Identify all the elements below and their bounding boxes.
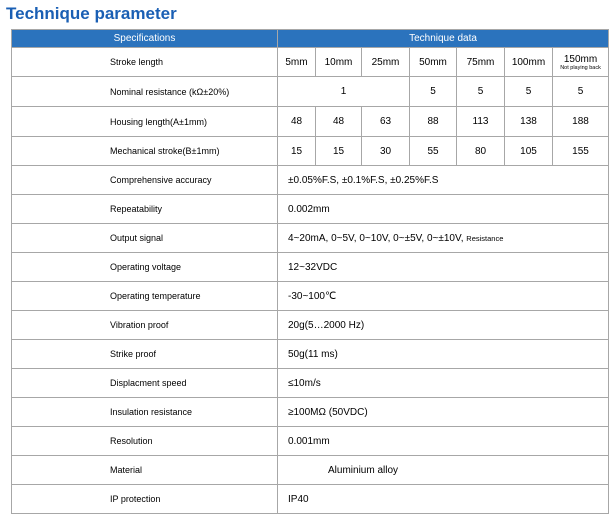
table-row <box>12 369 609 398</box>
row-value: ≤10m/s <box>278 369 609 398</box>
housing-cell: 188 <box>553 107 609 137</box>
stroke-cell: 75mm <box>457 48 505 77</box>
row-label: IP protection <box>12 485 278 514</box>
technique-parameter-table <box>11 29 609 514</box>
row-label: Output signal <box>12 224 278 253</box>
row-label: Displacment speed <box>12 369 278 398</box>
table-row <box>12 485 609 514</box>
header-specifications: Specifications <box>12 30 278 48</box>
row-value: IP40 <box>278 485 609 514</box>
stroke-note: Not playing back <box>560 64 601 71</box>
row-label: Comprehensive accuracy <box>12 166 278 195</box>
row-label: Stroke length <box>12 48 278 77</box>
housing-cell: 48 <box>278 107 316 137</box>
row-label: Repeatability <box>12 195 278 224</box>
housing-cell: 88 <box>410 107 457 137</box>
row-value: 0.001mm <box>278 427 609 456</box>
mech-cell: 30 <box>362 137 410 166</box>
row-value: -30~100℃ <box>278 282 609 311</box>
row-value: 50g(11 ms) <box>278 340 609 369</box>
housing-cell: 113 <box>457 107 505 137</box>
housing-cell: 63 <box>362 107 410 137</box>
table-row <box>12 77 609 107</box>
stroke-cell-150 <box>553 48 609 77</box>
table-row <box>12 166 609 195</box>
table-row <box>12 398 609 427</box>
row-label: Operating temperature <box>12 282 278 311</box>
header-technique-data: Technique data <box>278 30 609 48</box>
row-value: 0.002mm <box>278 195 609 224</box>
table-row <box>12 195 609 224</box>
stroke-cell: 25mm <box>362 48 410 77</box>
housing-cell: 138 <box>505 107 553 137</box>
table-row <box>12 427 609 456</box>
mech-cell: 15 <box>278 137 316 166</box>
row-label: Resolution <box>12 427 278 456</box>
stroke-value: 150mm <box>563 53 598 65</box>
table-row <box>12 253 609 282</box>
table-row <box>12 224 609 253</box>
output-signal-extra: Resistance <box>466 233 504 243</box>
resistance-cell: 1 <box>278 77 410 107</box>
row-label: Housing length(A±1mm) <box>12 107 278 137</box>
table-row <box>12 456 609 485</box>
mech-cell: 80 <box>457 137 505 166</box>
resistance-cell: 5 <box>457 77 505 107</box>
mech-cell: 105 <box>505 137 553 166</box>
row-label: Nominal resistance (kΩ±20%) <box>12 77 278 107</box>
stroke-cell: 100mm <box>505 48 553 77</box>
row-value: ±0.05%F.S, ±0.1%F.S, ±0.25%F.S <box>278 166 609 195</box>
header-row <box>12 30 609 48</box>
table-row <box>12 107 609 137</box>
resistance-cell: 5 <box>553 77 609 107</box>
row-label: Operating voltage <box>12 253 278 282</box>
row-label: Insulation resistance <box>12 398 278 427</box>
row-value: 12~32VDC <box>278 253 609 282</box>
row-label: Vibration proof <box>12 311 278 340</box>
stroke-cell: 50mm <box>410 48 457 77</box>
housing-cell: 48 <box>316 107 362 137</box>
table-row <box>12 311 609 340</box>
resistance-cell: 5 <box>505 77 553 107</box>
row-value: Aluminium alloy <box>278 456 609 485</box>
table-row <box>12 282 609 311</box>
resistance-cell: 5 <box>410 77 457 107</box>
stroke-cell: 5mm <box>278 48 316 77</box>
row-value: ≥100MΩ (50VDC) <box>278 398 609 427</box>
row-value-output <box>278 224 609 253</box>
output-signal-values: 4~20mA, 0~5V, 0~10V, 0~±5V, 0~±10V, <box>288 232 464 244</box>
table-row <box>12 48 609 77</box>
row-label: Mechanical stroke(B±1mm) <box>12 137 278 166</box>
mech-cell: 15 <box>316 137 362 166</box>
mech-cell: 55 <box>410 137 457 166</box>
row-label: Strike proof <box>12 340 278 369</box>
page-title: Technique parameter <box>6 4 177 23</box>
row-label: Material <box>12 456 278 485</box>
table-row <box>12 137 609 166</box>
mech-cell: 155 <box>553 137 609 166</box>
row-value: 20g(5…2000 Hz) <box>278 311 609 340</box>
table-row <box>12 340 609 369</box>
stroke-cell: 10mm <box>316 48 362 77</box>
